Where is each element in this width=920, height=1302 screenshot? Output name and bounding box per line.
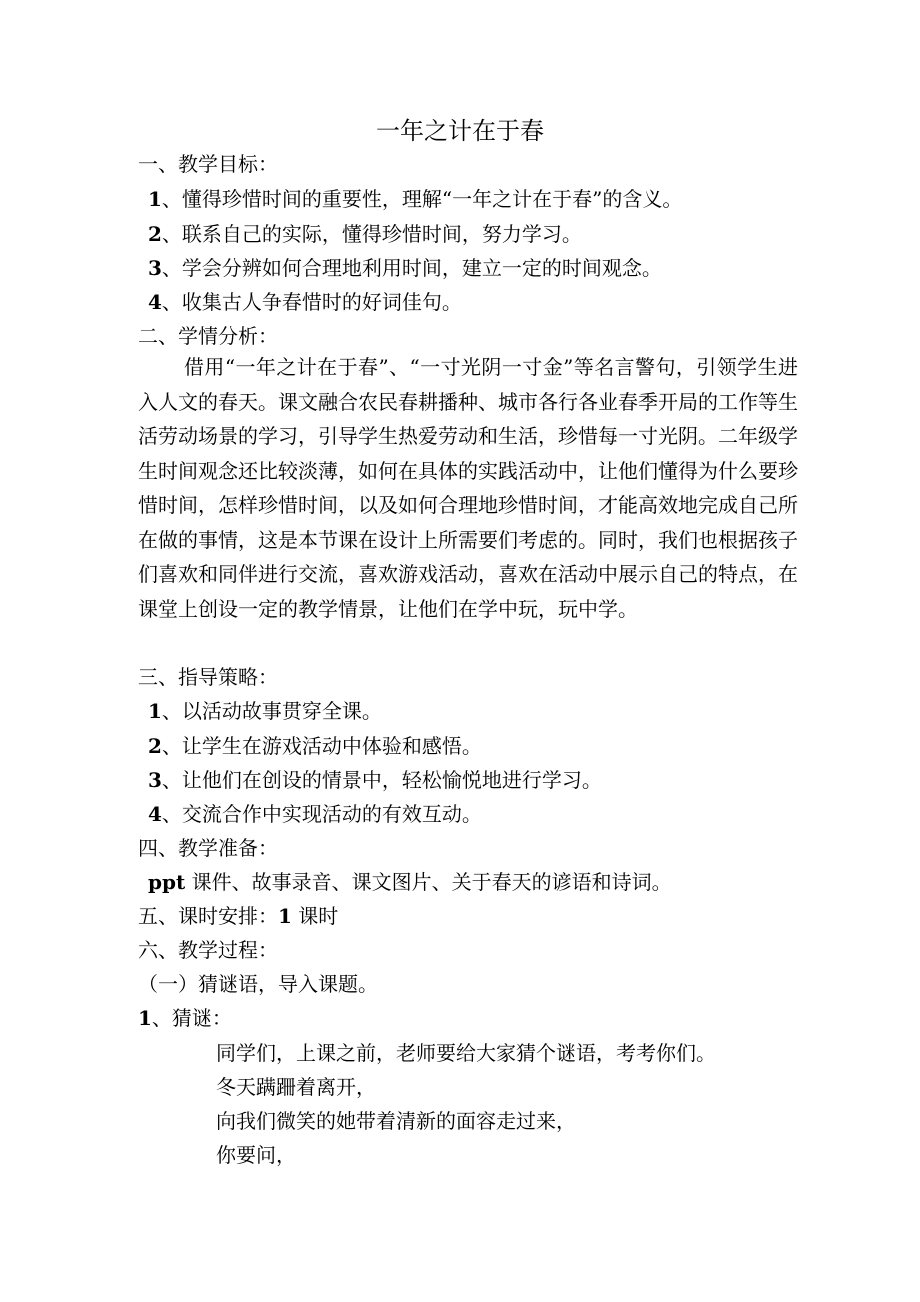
riddle-line: 冬天蹒跚着离开， <box>216 1075 376 1099</box>
riddle-line: 你要问， <box>216 1143 296 1167</box>
item-text: 、收集古人争春惜时的好词佳句。 <box>161 290 462 314</box>
item-text: 、懂得珍惜时间的重要性，理解“一年之计在于春”的含义。 <box>161 187 683 211</box>
strategy-item <box>148 696 382 726</box>
strategy-item <box>148 765 602 795</box>
process-subheading: （一）猜谜语，导入课题。 <box>138 972 378 996</box>
item-number: 2 <box>148 222 162 246</box>
riddle-line: 向我们微笑的她带着清新的面容走过来， <box>216 1109 576 1133</box>
schedule-number: 1 <box>278 904 292 928</box>
section-heading-strategy: 三、指导策略： <box>138 665 278 689</box>
item-text: 、学会分辨如何合理地利用时间，建立一定的时间观念。 <box>161 256 662 280</box>
goal-item <box>148 184 682 214</box>
item-text: 、让学生在游戏活动中体验和感悟。 <box>161 734 482 758</box>
item-number: 4 <box>148 290 162 314</box>
step-number: 1 <box>138 1006 152 1030</box>
process-step <box>138 1003 232 1033</box>
item-number: 4 <box>148 802 162 826</box>
section-heading-goals: 一、教学目标： <box>138 152 278 176</box>
item-number: 1 <box>148 187 162 211</box>
prep-text: 课件、故事录音、课文图片、关于春天的谚语和诗词。 <box>185 870 672 894</box>
item-number: 2 <box>148 734 162 758</box>
goal-item <box>148 253 662 283</box>
section-heading-process: 六、教学过程： <box>138 938 278 962</box>
item-text: 、以活动故事贯穿全课。 <box>161 699 382 723</box>
goal-item <box>148 287 462 317</box>
item-number: 3 <box>148 768 162 792</box>
schedule-unit: 课时 <box>291 904 339 928</box>
step-text: 、猜谜： <box>151 1006 232 1030</box>
section-heading-analysis: 二、学情分析： <box>138 324 278 348</box>
item-number: 3 <box>148 256 162 280</box>
item-text: 、让他们在创设的情景中，轻松愉悦地进行学习。 <box>161 768 602 792</box>
item-number: 1 <box>148 699 162 723</box>
item-text: 、联系自己的实际，懂得珍惜时间，努力学习。 <box>161 222 582 246</box>
strategy-item <box>148 731 482 761</box>
analysis-paragraph: 借用“一年之计在于春”、“一寸光阴一寸金”等名言警句，引领学生进入人文的春天。课文融合农民春耕播种、城市各行各业春季开局的工作等生活劳动场景的学习，引导学生热爱劳动和生活，珍惜每一寸光阴。二年级学生时间观念还比较淡薄，如何在具体的实践活动中，让他们懂得为什么要珍惜时间，怎样珍惜时间，以及如何合理地珍惜时间，才能高效地完成自己所在做的事情，这是本节课在设计上所需要们考虑的。同时，我们也根据孩子们喜欢和同伴进行交流，喜欢游戏活动，喜欢在活动中展示自己的特点，在课堂上创设一定的教学情景，让他们在学中玩，玩中学。 <box>138 355 798 621</box>
item-text: 、交流合作中实现活动的有效互动。 <box>161 802 482 826</box>
schedule-label: 五、课时安排： <box>138 904 278 928</box>
strategy-item <box>148 799 482 829</box>
section-heading-schedule <box>138 901 338 931</box>
document-title: 一年之计在于春 <box>376 117 544 145</box>
goal-item <box>148 219 582 249</box>
section-heading-preparation: 四、教学准备： <box>138 836 278 860</box>
preparation-text <box>148 867 672 897</box>
prep-bold: ppt <box>148 870 186 894</box>
riddle-line: 同学们，上课之前，老师要给大家猜个谜语，考考你们。 <box>216 1041 716 1065</box>
